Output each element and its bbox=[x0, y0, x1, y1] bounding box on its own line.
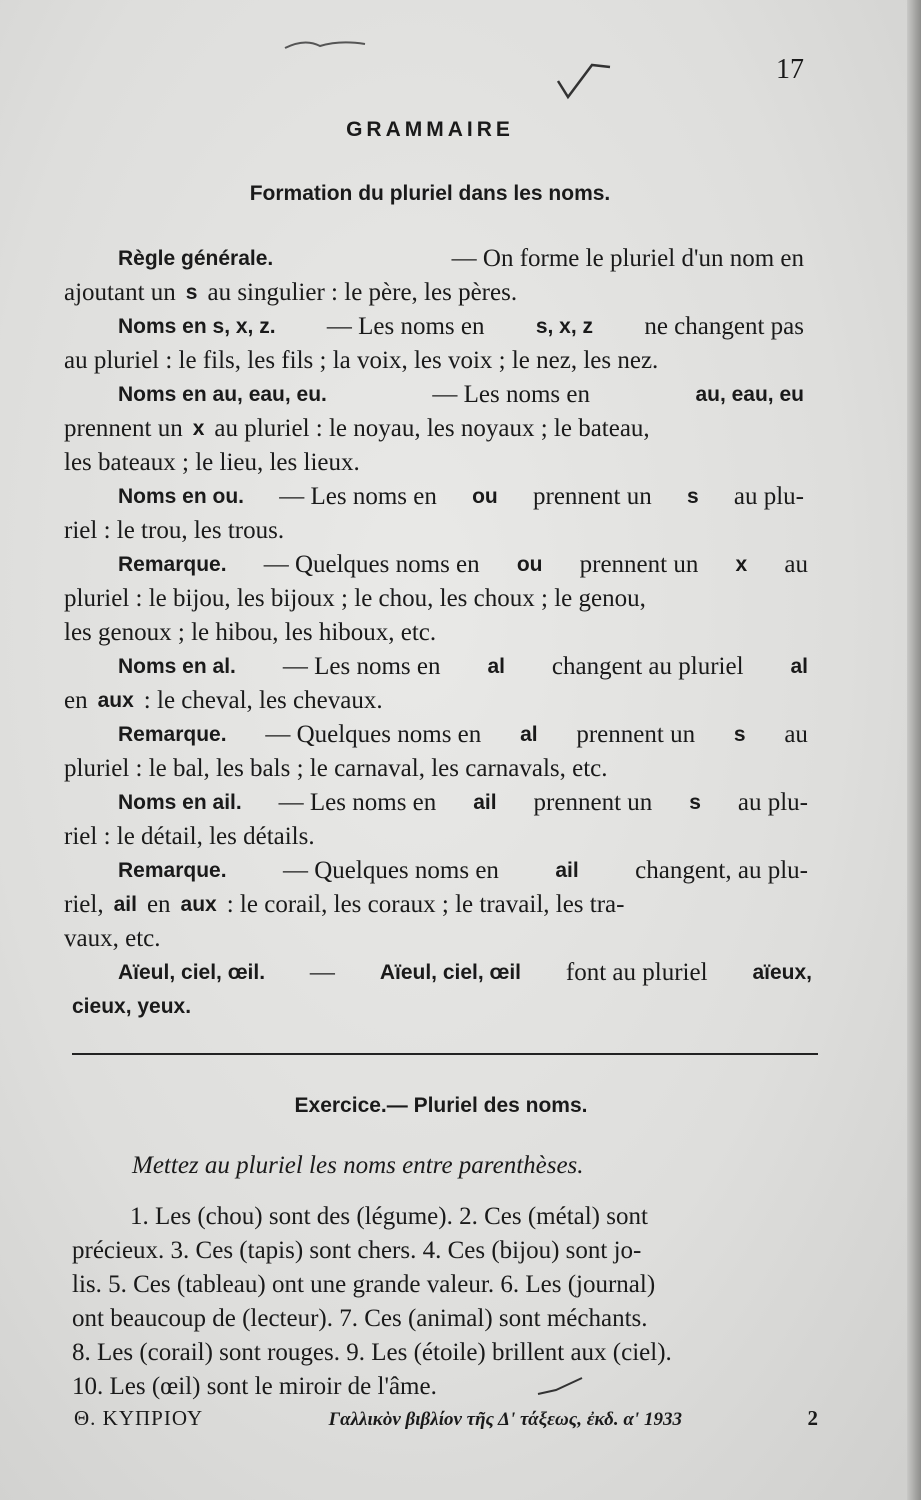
pencil-dash-mark bbox=[280, 30, 370, 60]
footer-sheet-number: 2 bbox=[807, 1406, 818, 1430]
rule-line: Remarque. — Quelques noms en ail changent, au plu- bbox=[118, 857, 808, 884]
rule-line: Noms en al. — Les noms en al changent au pluriel al bbox=[118, 653, 808, 680]
section-subtitle: Formation du pluriel dans les noms. bbox=[249, 182, 611, 205]
exercise-title: Exercice.— Pluriel des noms. bbox=[294, 1094, 588, 1117]
exercise-line: 1. Les (chou) sont des (légume). 2. Ces (métal) sont bbox=[130, 1203, 648, 1230]
rule-line: riel : le trou, les trous. bbox=[64, 517, 285, 544]
rule-line: les bateaux ; le lieu, les lieux. bbox=[64, 449, 360, 476]
footer-publisher: Θ. ΚΥΠΡΙΟΥ bbox=[74, 1406, 204, 1430]
rule-line: Noms en ail. — Les noms en ail prennent un s au plu- bbox=[118, 789, 808, 816]
rule-line: riel, ail en aux : le corail, les coraux ; le travail, les tra- bbox=[64, 891, 625, 918]
rule-line: vaux, etc. bbox=[64, 925, 161, 952]
page-number: 17 bbox=[776, 54, 804, 85]
exercise-line: 10. Les (œil) sont le miroir de l'âme. bbox=[72, 1373, 437, 1400]
exercise-line: lis. 5. Ces (tableau) ont une grande valeur. 6. Les (journal) bbox=[72, 1271, 656, 1298]
exercise-line: précieux. 3. Ces (tapis) sont chers. 4. Ces (bijou) sont jo- bbox=[72, 1237, 642, 1264]
section-divider bbox=[72, 1053, 818, 1055]
rule-line: Remarque. — Quelques noms en al prennent un s au bbox=[118, 721, 808, 748]
rule-line: Noms en ou. — Les noms en ou prennent un s au plu- bbox=[118, 483, 804, 510]
rule-line: Noms en au, eau, eu. — Les noms en au, eau, eu bbox=[118, 381, 804, 408]
page-title: GRAMMAIRE bbox=[346, 118, 514, 141]
rule-line: pluriel : le bal, les bals ; le carnaval, les carnavals, etc. bbox=[64, 755, 608, 782]
page-edge bbox=[907, 0, 921, 1500]
rule-line: Aïeul, ciel, œil. — Aïeul, ciel, œil font au pluriel aïeux, bbox=[118, 959, 812, 986]
exercise-line: ont beaucoup de (lecteur). 7. Ces (animal) sont méchants. bbox=[72, 1305, 648, 1332]
footer-book-title: Γαλλικὸν βιβλίον τῆς Δ' τάξεως, ἐκδ. α' 1933 bbox=[328, 1409, 682, 1430]
rule-line: Remarque. — Quelques noms en ou prennent un x au bbox=[118, 551, 808, 578]
rule-line: les genoux ; le hibou, les hiboux, etc. bbox=[64, 619, 437, 646]
pencil-slash-mark bbox=[536, 1372, 586, 1402]
exercise-line: 8. Les (corail) sont rouges. 9. Les (étoile) brillent aux (ciel). bbox=[72, 1339, 672, 1366]
page-footer bbox=[74, 1406, 818, 1431]
rule-line: Règle générale. — On forme le pluriel d'un nom en bbox=[118, 245, 804, 272]
rule-line: prennent un x au pluriel : le noyau, les noyaux ; le bateau, bbox=[64, 415, 650, 442]
check-mark bbox=[552, 55, 618, 103]
rule-line: riel : le détail, les détails. bbox=[64, 823, 315, 850]
rule-line: pluriel : le bijou, les bijoux ; le chou, les choux ; le genou, bbox=[64, 585, 646, 612]
rule-line: en aux : le cheval, les chevaux. bbox=[64, 687, 383, 714]
exercise-instruction: Mettez au pluriel les noms entre parenthèses. bbox=[132, 1152, 584, 1179]
rule-line: Noms en s, x, z. — Les noms en s, x, z ne changent pas bbox=[118, 313, 804, 340]
rule-line: au pluriel : le fils, les fils ; la voix, les voix ; le nez, les nez. bbox=[64, 347, 659, 374]
rule-line: cieux, yeux. bbox=[72, 995, 192, 1018]
rule-line: ajoutant un s au singulier : le père, les pères. bbox=[64, 279, 518, 306]
